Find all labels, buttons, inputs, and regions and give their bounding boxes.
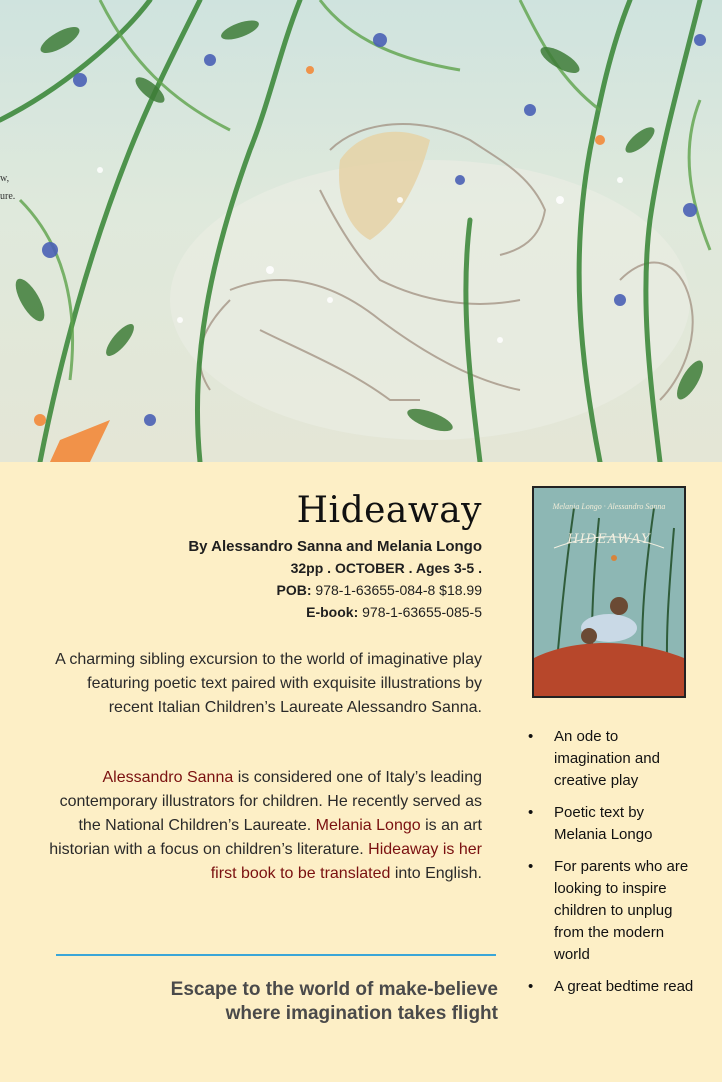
tagline-line: Escape to the world of make-believe (170, 979, 498, 1000)
list-item: • Poetic text by Melania Longo (528, 802, 698, 846)
divider (56, 954, 496, 956)
ebook-line (306, 604, 482, 620)
hero-illustration (0, 0, 722, 462)
cropped-page-text (0, 170, 15, 206)
pob-label: POB: (276, 582, 312, 598)
tagline (171, 978, 498, 1026)
pob-line (277, 582, 482, 598)
cropped-text-line: w, (0, 173, 10, 184)
ebook-value: 978-1-63655-085-5 (358, 604, 482, 620)
cover-authors: Melania Longo · Alessandro Sanna (552, 502, 666, 511)
byline: By Alessandro Sanna and Melania Longo (188, 538, 482, 555)
list-item: • For parents who are looking to inspire children to unplug from the modern world (528, 856, 698, 966)
specs-text: 32pp . OCTOBER . Ages 3-5 . (290, 560, 482, 576)
cover-art (534, 488, 684, 696)
pob-value: 978-1-63655-084-8 $18.99 (311, 582, 482, 598)
bio-text: is an art historian with a focus on children’s literature. (49, 817, 482, 858)
cropped-text-line: ure. (0, 191, 16, 202)
tagline-line: where imagination takes flight (225, 1003, 498, 1024)
book-title: Hideaway (296, 490, 482, 531)
forest-illustration (0, 0, 722, 462)
cover-title: HIDEAWAY (567, 532, 651, 547)
book-specs (291, 560, 482, 576)
bio-text: into English. (390, 865, 482, 882)
author-name-longo: Melania Longo (315, 817, 421, 834)
feature-list (528, 726, 698, 1008)
ebook-label: E-book: (306, 604, 359, 620)
list-item: • A great bedtime read (528, 976, 698, 998)
description: A charming sibling excursion to the world of imaginative play featuring poetic text paired with exquisite illustrations by recent Italian Children’s Laureate Alessandro Sanna. (55, 651, 482, 716)
bio-highlight: Hideaway is her first book to be translated (210, 841, 482, 882)
author-name-sanna: Alessandro Sanna (102, 769, 234, 786)
bio-text: is considered one of Italy’s leading contemporary illustrators for children. He recently served as the National Children’s Laureate. (59, 769, 482, 834)
book-cover (532, 486, 686, 698)
author-bio (42, 766, 482, 886)
list-item: • An ode to imagination and creative play (528, 726, 698, 792)
